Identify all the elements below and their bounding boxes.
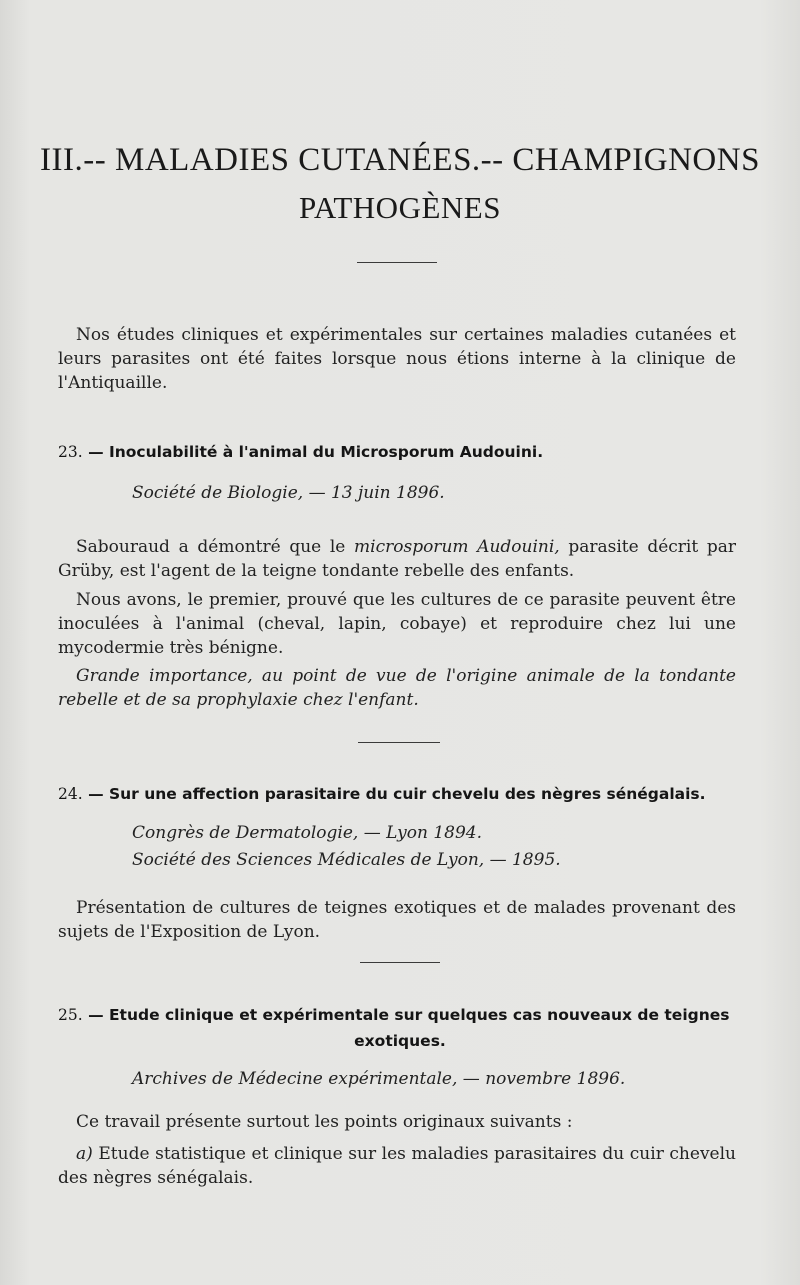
section-23-p1-italic: microsporum Audouini, [354, 537, 560, 557]
section-23-p1-text-b: parasite décrit par Grüby, est l'agent de la teigne tondante rebelle des enfants. [58, 537, 737, 581]
section-24-divider [360, 962, 440, 963]
section-25-heading [58, 1003, 748, 1027]
section-24-citation-1: Congrès de Dermatologie, — Lyon 1894. [132, 823, 482, 843]
section-25-item-text: Etude statistique et clinique sur les maladies parasitaires du cuir chevelu des nègres sénégalais. [58, 1144, 736, 1188]
intro-paragraph: Nos études cliniques et expérimentales sur certaines maladies cutanées et leurs parasites ont été faites lorsque nous étions interne à la clinique de l'Antiquaille. [58, 325, 736, 393]
section-25-title-line2: exotiques. [354, 1032, 446, 1050]
section-23-paragraph-3: Grande importance, au point de vue de l'origine animale de la tondante rebelle et de sa prophylaxie chez l'enfant. [58, 666, 736, 710]
section-23-paragraph-2: Nous avons, le premier, prouvé que les cultures de ce parasite peuvent être inoculées à l'animal (cheval, lapin, cobaye) et reproduire chez lui une mycodermie très bénigne. [58, 590, 736, 658]
section-23-p1-text-a: Sabouraud a démontré que le [76, 537, 355, 557]
section-23-paragraph-1 [58, 535, 736, 583]
section-24-paragraph-1: Présentation de cultures de teignes exotiques et de malades provenant des sujets de l'Exposition de Lyon. [58, 898, 736, 942]
section-24-citation-2: Société des Sciences Médicales de Lyon, — 1895. [132, 850, 561, 870]
section-25-title-line1: — Etude clinique et expérimentale sur quelques cas nouveaux de teignes [88, 1006, 730, 1024]
section-23-number: 23. [58, 443, 83, 461]
title-divider [357, 262, 437, 263]
section-25-item-label: a) [76, 1144, 93, 1164]
section-25-number: 25. [58, 1006, 83, 1024]
chapter-title-line2: PATHOGÈNES [299, 190, 501, 225]
section-25-paragraph-2 [58, 1142, 736, 1190]
section-24-title: — Sur une affection parasitaire du cuir chevelu des nègres sénégalais. [88, 785, 706, 803]
section-24-heading [58, 782, 748, 806]
section-23-heading [58, 440, 748, 464]
section-25-paragraph-1: Ce travail présente surtout les points originaux suivants : [76, 1112, 573, 1132]
section-24-number: 24. [58, 785, 83, 803]
section-23-citation: Société de Biologie, — 13 juin 1896. [132, 483, 445, 503]
chapter-title-line1: III.-- MALADIES CUTANÉES.-- CHAMPIGNONS [40, 142, 760, 178]
section-25-citation: Archives de Médecine expérimentale, — novembre 1896. [132, 1069, 626, 1089]
section-23-title: — Inoculabilité à l'animal du Microsporum Audouini. [88, 443, 544, 461]
section-23-divider [358, 742, 440, 743]
